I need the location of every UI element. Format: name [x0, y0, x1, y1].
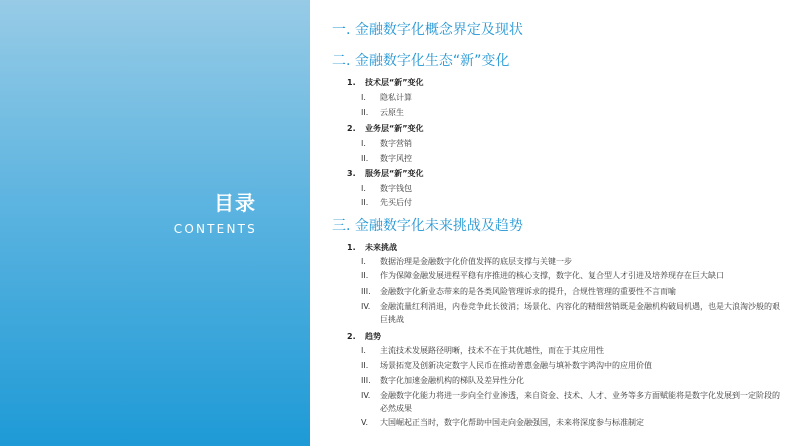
list-item: II. 场景拓宽及创新决定数字人民币在推动普惠金融与填补数字鸿沟中的应用价值 [361, 361, 652, 370]
list-item: II. 先买后付 [361, 198, 412, 207]
list-item: IV. 金融数字化能力将进一步向全行业渗透，来自资金、技术、人才、业务等多方面赋能将是数字化发展到一定阶段的必然成果 [361, 391, 780, 413]
section-title-2: 二. 金融数字化生态“新”变化 [332, 53, 510, 69]
left-panel [0, 0, 310, 446]
list-item: III. 数字化加速金融机构的梯队及差异性分化 [361, 376, 524, 385]
subsection-heading: 2. 业务层“新”变化 [347, 124, 424, 133]
list-item: I. 隐私计算 [361, 93, 412, 102]
subsection-heading: 2. 趋势 [347, 332, 381, 341]
subsection-heading: 1. 技术层“新”变化 [347, 78, 424, 87]
list-item: III. 金融数字化新业态带来的是各类风险管理诉求的提升，合规性管理的重要性不言而喻 [361, 287, 676, 296]
list-item: V. 大国崛起正当时，数字化帮助中国走向金融强国，未来将深度参与标准制定 [361, 418, 644, 427]
list-item: II. 数字风控 [361, 154, 412, 163]
toc-subtitle: CONTENTS [173, 222, 257, 236]
list-item: I. 数字营销 [361, 139, 412, 148]
list-item: I. 数字钱包 [361, 184, 412, 193]
list-item: I. 主流技术发展路径明晰，技术不在于其优越性，而在于其应用性 [361, 346, 604, 355]
section-title-1: 一. 金融数字化概念界定及现状 [332, 22, 523, 38]
list-item: II. 作为保障金融发展进程平稳有序推进的核心支撑，数字化、复合型人才引进及培养现存在巨大缺口 [361, 271, 724, 280]
section-title-3: 三. 金融数字化未来挑战及趋势 [332, 218, 523, 234]
list-item: IV. 金融流量红利消退，内卷竞争此长彼消；场景化、内容化的精细营销既是金融机构破局机遇，也是大浪淘沙般的艰巨挑战 [361, 302, 780, 324]
list-item: II. 云原生 [361, 108, 404, 117]
list-item: I. 数据治理是金融数字化价值发挥的底层支撑与关键一步 [361, 257, 572, 266]
toc-title: 目录 [214, 191, 256, 215]
subsection-heading: 3. 服务层“新”变化 [347, 169, 424, 178]
subsection-heading: 1. 未来挑战 [347, 243, 397, 252]
